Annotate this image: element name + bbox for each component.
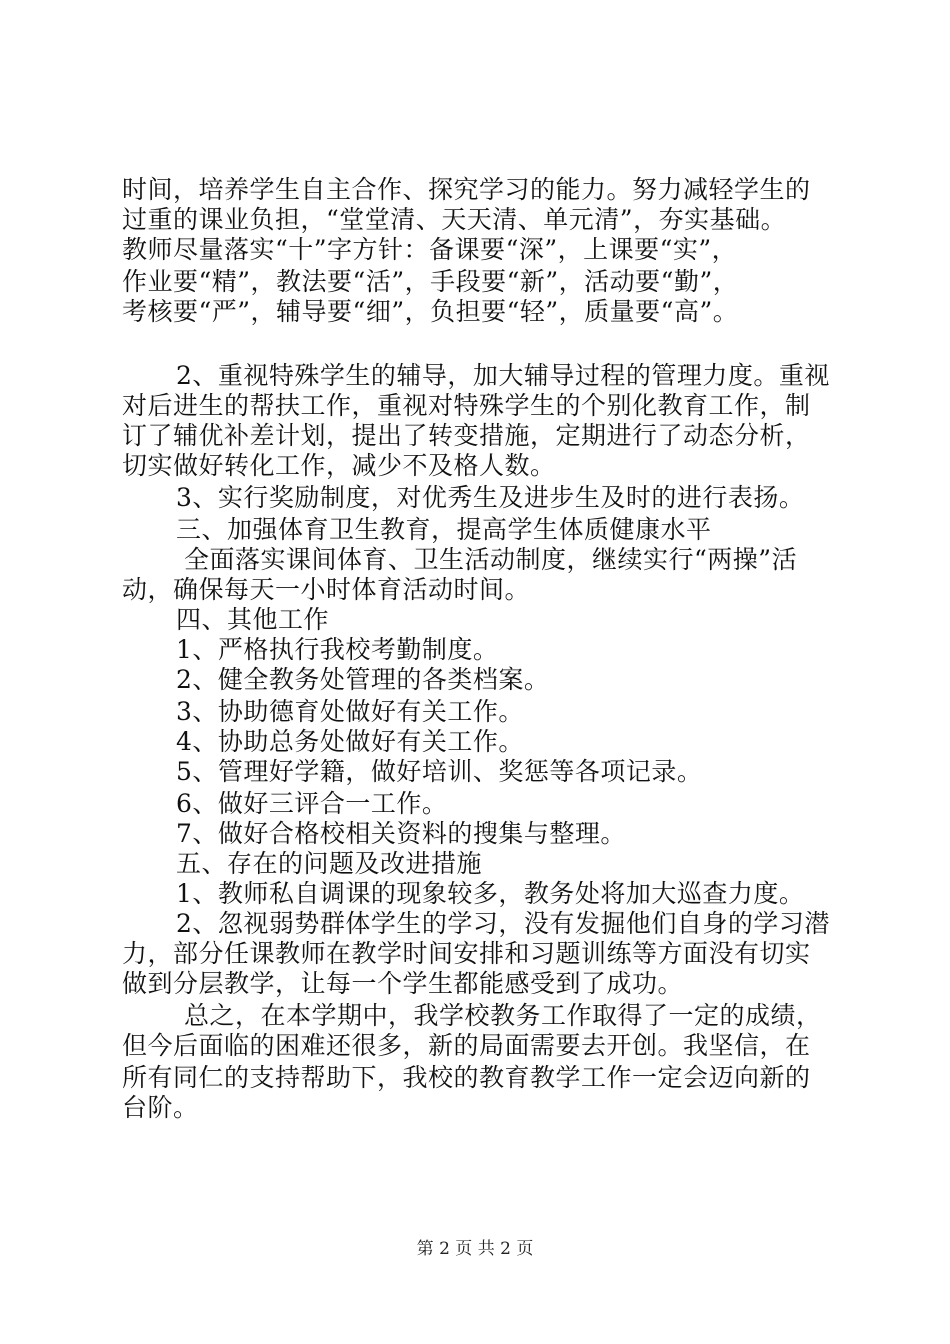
text-line: 考核要“严”，辅导要“细”，负担要“轻”，质量要“高”。 xyxy=(122,297,739,326)
text-line: 时间，培养学生自主合作、探究学习的能力。努力减轻学生的 xyxy=(122,175,811,204)
list-item: 6、做好三评合一工作。 xyxy=(176,789,448,818)
text-line: 全面落实课间体育、卫生活动制度，继续实行“两操”活 xyxy=(184,545,798,574)
list-item: 3、协助德育处做好有关工作。 xyxy=(176,697,524,726)
text-line: 台阶。 xyxy=(122,1093,199,1122)
text-line: 做到分层教学，让每一个学生都能感受到了成功。 xyxy=(122,969,684,998)
text-line: 动，确保每天一小时体育活动时间。 xyxy=(122,575,531,604)
text-line: 所有同仁的支持帮助下，我校的教育教学工作一定会迈向新的 xyxy=(122,1063,811,1092)
text-line: 教师尽量落实“十”字方针：备课要“深”，上课要“实”， xyxy=(122,235,738,264)
list-item: 4、协助总务处做好有关工作。 xyxy=(176,727,524,756)
text-line: 力，部分任课教师在教学时间安排和习题训练等方面没有切实 xyxy=(122,939,811,968)
list-item: 1、严格执行我校考勤制度。 xyxy=(176,635,499,664)
section-heading: 三、加强体育卫生教育，提高学生体质健康水平 xyxy=(176,515,712,544)
text-line: 过重的课业负担，“堂堂清、天天清、单元清”，夯实基础。 xyxy=(122,205,787,234)
section-heading: 四、其他工作 xyxy=(176,605,330,634)
list-item: 2、忽视弱势群体学生的学习，没有发掘他们自身的学习潜 xyxy=(176,909,830,938)
list-item: 5、管理好学籍，做好培训、奖惩等各项记录。 xyxy=(176,757,703,786)
text-line: 2、重视特殊学生的辅导，加大辅导过程的管理力度。重视 xyxy=(176,361,830,390)
list-item: 7、做好合格校相关资料的搜集与整理。 xyxy=(176,819,626,848)
text-line: 但今后面临的困难还很多，新的局面需要去开创。我坚信，在 xyxy=(122,1031,811,1060)
text-line: 作业要“精”，教法要“活”，手段要“新”，活动要“勤”， xyxy=(122,267,739,296)
section-heading: 五、存在的问题及改进措施 xyxy=(176,849,483,878)
text-line: 总之，在本学期中，我学校教务工作取得了一定的成绩， xyxy=(184,1001,822,1030)
text-line: 订了辅优补差计划，提出了转变措施，定期进行了动态分析， xyxy=(122,421,811,450)
text-line: 切实做好转化工作，减少不及格人数。 xyxy=(122,451,556,480)
text-line: 3、实行奖励制度，对优秀生及进步生及时的进行表扬。 xyxy=(176,483,805,512)
list-item: 2、健全教务处管理的各类档案。 xyxy=(176,665,550,694)
page-number-footer: 第 2 页 共 2 页 xyxy=(416,1239,534,1259)
list-item: 1、教师私自调课的现象较多，教务处将加大巡查力度。 xyxy=(176,879,805,908)
text-line: 对后进生的帮扶工作，重视对特殊学生的个别化教育工作，制 xyxy=(122,391,811,420)
